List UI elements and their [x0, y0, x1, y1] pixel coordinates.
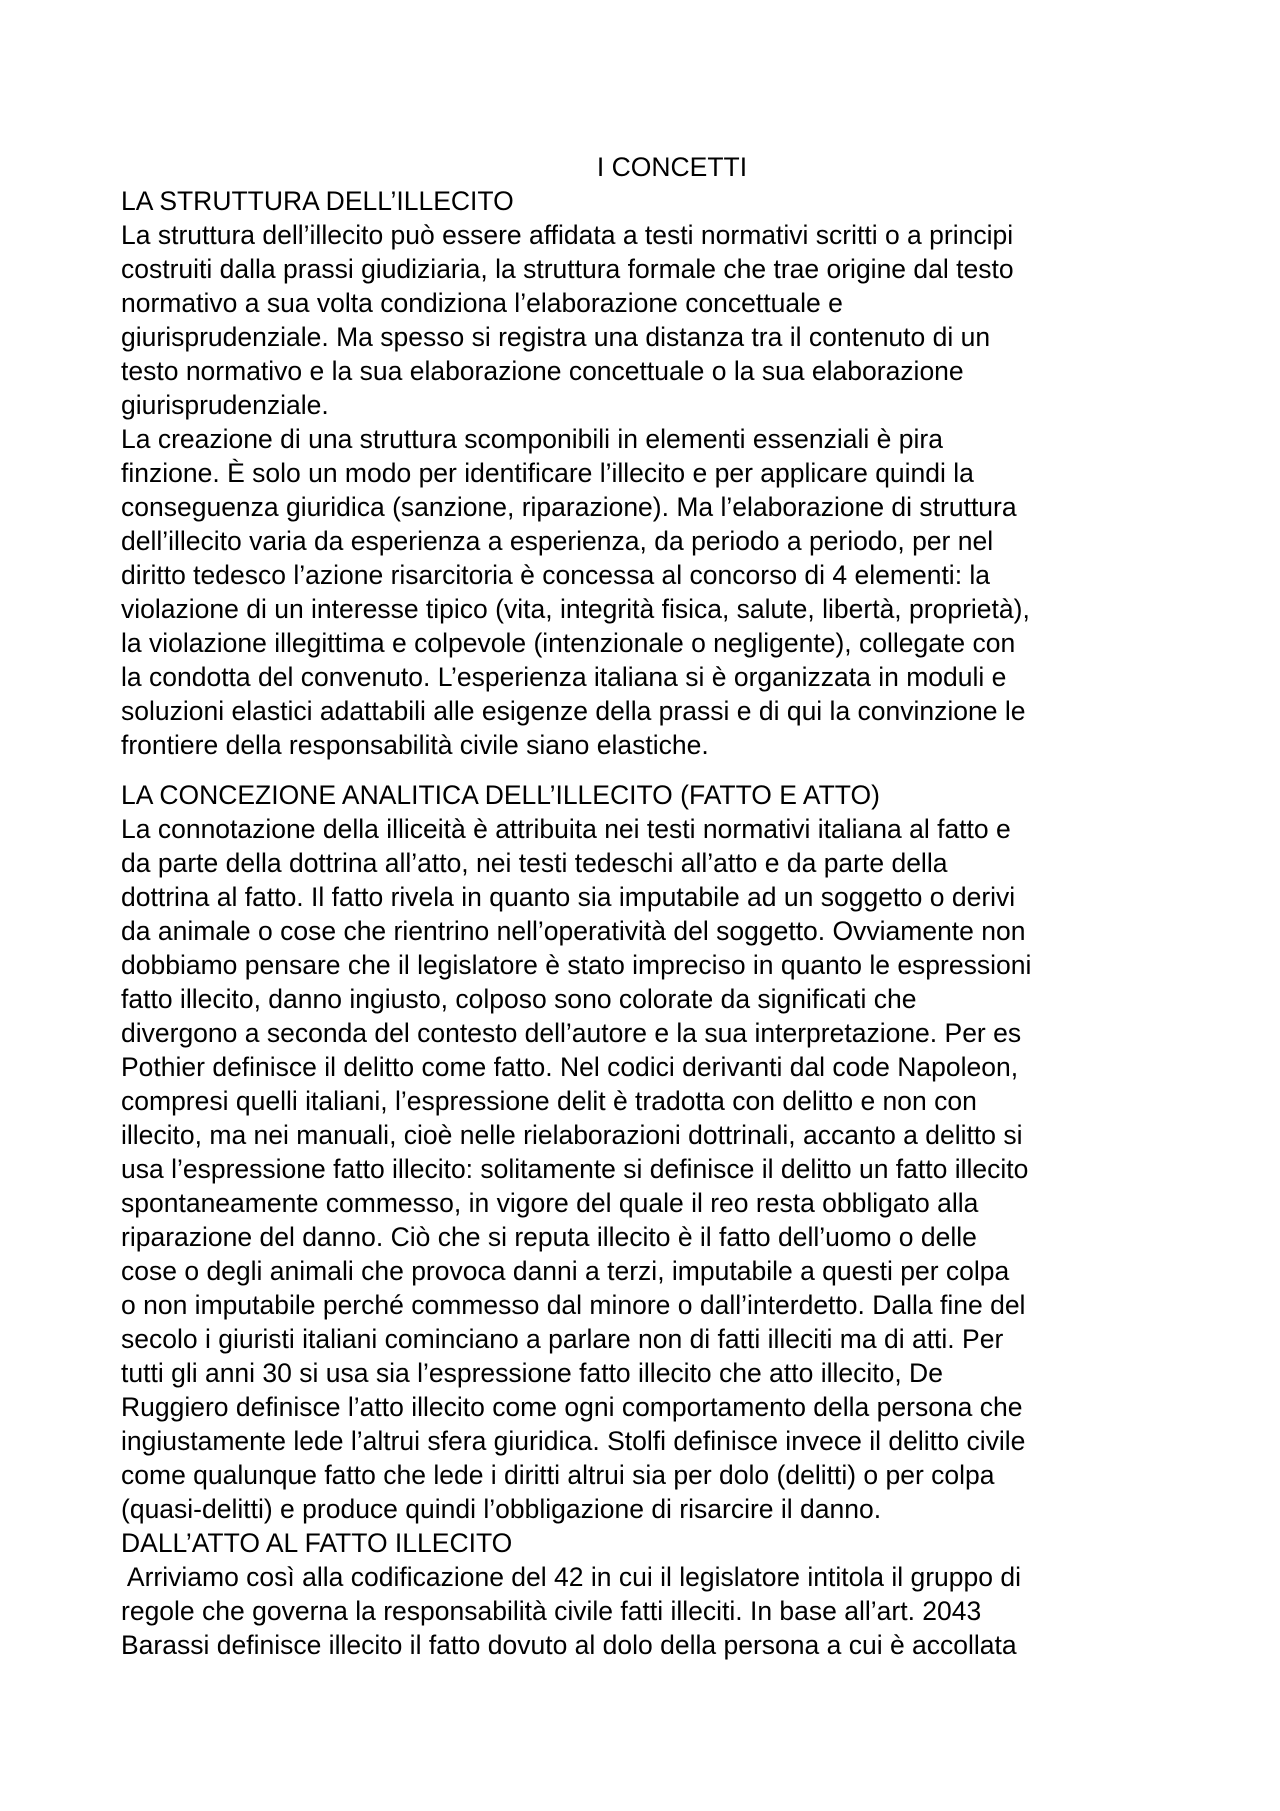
section-heading-atto-fatto: DALL’ATTO AL FATTO ILLECITO — [121, 1528, 513, 1558]
text-line: compresi quelli italiani, l’espressione delit è tradotta con delitto e non con — [121, 1086, 977, 1116]
document-body — [121, 150, 1181, 1662]
text-line: cose o degli animali che provoca danni a terzi, imputabile a questi per colpa — [121, 1256, 1010, 1286]
text-line: Pothier definisce il delitto come fatto. Nel codici derivanti dal code Napoleon, — [121, 1052, 1019, 1082]
text-line: soluzioni elastici adattabili alle esigenze della prassi e di qui la convinzione le — [121, 696, 1026, 726]
section-heading-struttura: LA STRUTTURA DELL’ILLECITO — [121, 186, 514, 216]
text-line: dobbiamo pensare che il legislatore è stato impreciso in quanto le espressioni — [121, 950, 1032, 980]
paragraph — [121, 422, 1181, 762]
text-line: la violazione illegittima e colpevole (intenzionale o negligente), collegate con — [121, 628, 1016, 658]
text-line: giurisprudenziale. — [121, 390, 329, 420]
text-line: tutti gli anni 30 si usa sia l’espressione fatto illecito che atto illecito, De — [121, 1358, 943, 1388]
text-line: fatto illecito, danno ingiusto, colposo sono colorate da significati che — [121, 984, 917, 1014]
paragraph — [121, 218, 1181, 422]
text-line: La connotazione della illiceità è attribuita nei testi normativi italiana al fatto e — [121, 814, 1011, 844]
text-line: Arriviamo così alla codificazione del 42 in cui il legislatore intitola il gruppo di — [121, 1562, 1021, 1592]
text-line: riparazione del danno. Ciò che si reputa illecito è il fatto dell’uomo o delle — [121, 1222, 977, 1252]
text-line: Barassi definisce illecito il fatto dovuto al dolo della persona a cui è accollata — [121, 1630, 1017, 1660]
text-line: diritto tedesco l’azione risarcitoria è concessa al concorso di 4 elementi: la — [121, 560, 991, 590]
text-line: da animale o cose che rientrino nell’operatività del soggetto. Ovviamente non — [121, 916, 1026, 946]
text-line: frontiere della responsabilità civile siano elastiche. — [121, 730, 709, 760]
page-title: I CONCETTI — [596, 152, 748, 182]
text-line: divergono a seconda del contesto dell’autore e la sua interpretazione. Per es — [121, 1018, 1022, 1048]
text-line: La creazione di una struttura scomponibili in elementi essenziali è pira — [121, 424, 943, 454]
text-line: regole che governa la responsabilità civile fatti illeciti. In base all’art. 2043 — [121, 1596, 982, 1626]
paragraph — [121, 812, 1181, 1526]
text-line: costruiti dalla prassi giudiziaria, la struttura formale che trae origine dal testo — [121, 254, 1014, 284]
text-line: ingiustamente lede l’altrui sfera giuridica. Stolfi definisce invece il delitto civile — [121, 1426, 1026, 1456]
text-line: La struttura dell’illecito può essere affidata a testi normativi scritti o a principi — [121, 220, 1014, 250]
section-heading-concezione-analitica: LA CONCEZIONE ANALITICA DELL’ILLECITO (FATTO E ATTO) — [121, 780, 880, 810]
text-line: come qualunque fatto che lede i diritti altrui sia per dolo (delitti) o per colpa — [121, 1460, 995, 1490]
text-line: dottrina al fatto. Il fatto rivela in quanto sia imputabile ad un soggetto o derivi — [121, 882, 1016, 912]
text-line: da parte della dottrina all’atto, nei testi tedeschi all’atto e da parte della — [121, 848, 948, 878]
text-line: finzione. È solo un modo per identificare l’illecito e per applicare quindi la — [121, 458, 974, 488]
text-line: (quasi-delitti) e produce quindi l’obbligazione di risarcire il danno. — [121, 1494, 882, 1524]
text-line: dell’illecito varia da esperienza a esperienza, da periodo a periodo, per nel — [121, 526, 994, 556]
text-line: testo normativo e la sua elaborazione concettuale o la sua elaborazione — [121, 356, 964, 386]
text-line: conseguenza giuridica (sanzione, riparazione). Ma l’elaborazione di struttura — [121, 492, 1017, 522]
paragraph — [121, 1560, 1181, 1662]
text-line: giurisprudenziale. Ma spesso si registra una distanza tra il contenuto di un — [121, 322, 991, 352]
text-line: Ruggiero definisce l’atto illecito come ogni comportamento della persona che — [121, 1392, 1023, 1422]
paragraph-spacer — [121, 762, 1181, 778]
text-line: la condotta del convenuto. L’esperienza italiana si è organizzata in moduli e — [121, 662, 1007, 692]
text-line: violazione di un interesse tipico (vita, integrità fisica, salute, libertà, proprietà), — [121, 594, 1030, 624]
text-line: illecito, ma nei manuali, cioè nelle rielaborazioni dottrinali, accanto a delitto si — [121, 1120, 1023, 1150]
text-line: o non imputabile perché commesso dal minore o dall’interdetto. Dalla fine del — [121, 1290, 1026, 1320]
text-line: secolo i giuristi italiani cominciano a parlare non di fatti illeciti ma di atti. Per — [121, 1324, 1004, 1354]
text-line: usa l’espressione fatto illecito: solitamente si definisce il delitto un fatto illecito — [121, 1154, 1029, 1184]
text-line: spontaneamente commesso, in vigore del quale il reo resta obbligato alla — [121, 1188, 979, 1218]
text-line: normativo a sua volta condiziona l’elaborazione concettuale e — [121, 288, 843, 318]
